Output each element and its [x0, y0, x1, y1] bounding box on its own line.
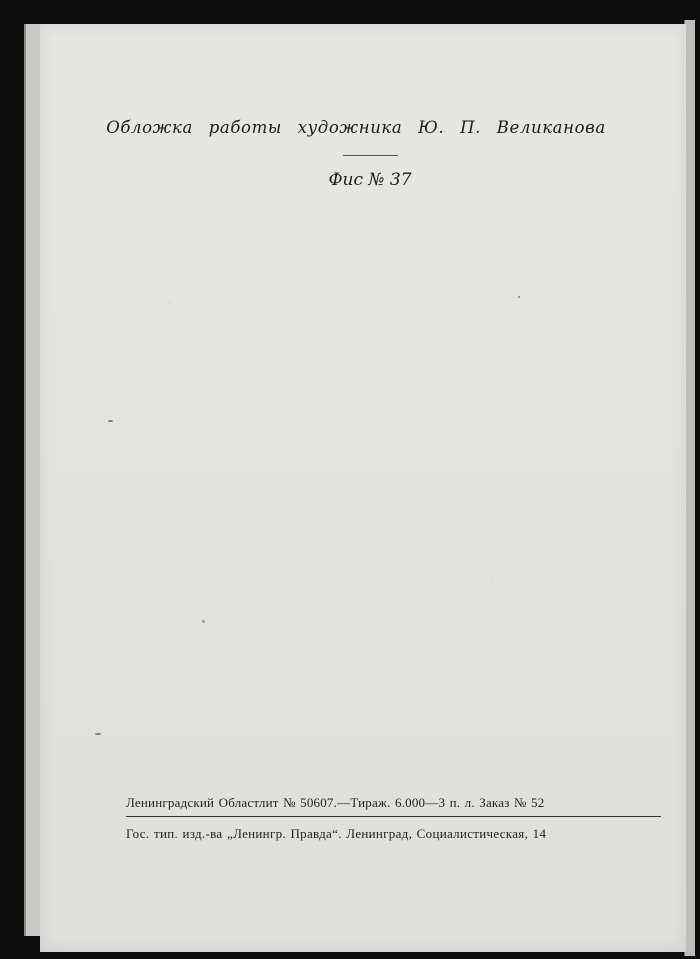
printing-house-address-line: Гос. тип. изд.-ва „Ленингр. Правда“. Ленинград, Социалистическая, 14 [126, 826, 547, 841]
censor-circulation-order-line: Ленинградский Областлит № 50607.—Тираж. 6.000—3 п. л. Заказ № 52 [126, 795, 545, 810]
paper-speck [95, 733, 101, 735]
short-divider-rule [343, 155, 398, 156]
paper-speck [108, 420, 113, 422]
catalog-number: Фис № 37 [328, 170, 412, 190]
paper-speck [518, 296, 520, 298]
printing-imprint [126, 793, 661, 844]
cover-artist-credit: Обложка работы художника Ю. П. Великанова [106, 118, 606, 137]
imprint-divider-rule [126, 816, 661, 817]
paper-speck [202, 620, 205, 623]
